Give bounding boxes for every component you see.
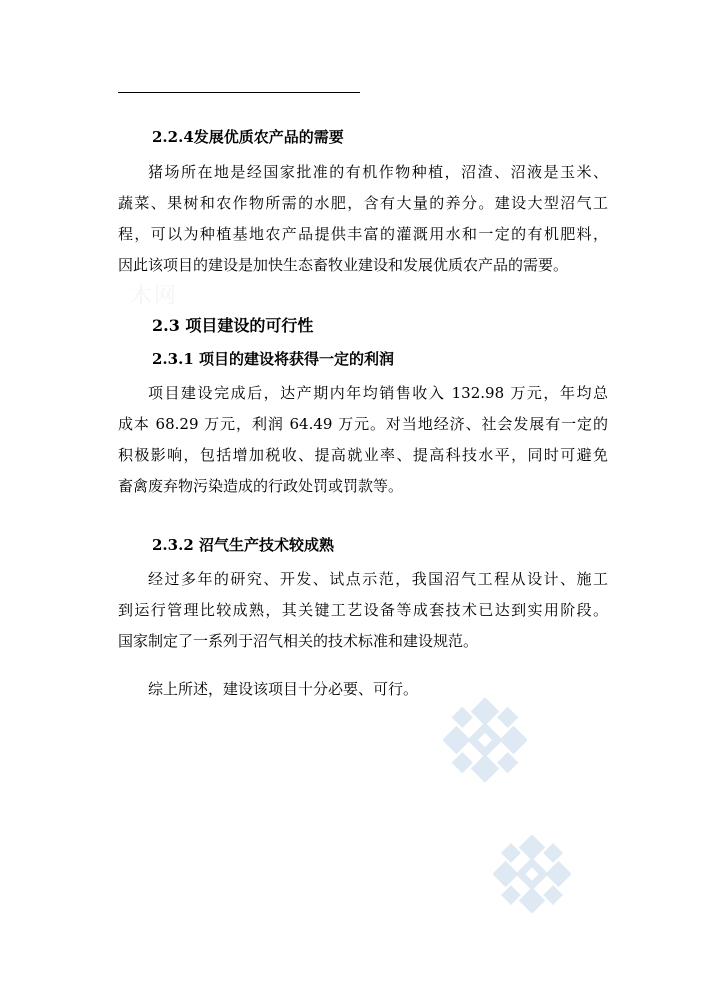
section-heading-2-3: 2.3 项目建设的可行性 xyxy=(152,316,314,335)
paragraph-line: 综上所述，建设该项目十分必要、可行。 xyxy=(148,680,419,698)
paragraph-line: 经过多年的研究、开发、试点示范，我国沼气工程从设计、施工 xyxy=(148,570,608,588)
paragraph-2-3-1 xyxy=(118,378,608,502)
watermark-text: 木网 xyxy=(130,284,179,309)
paragraph-line: 到运行管理比较成熟，其关键工艺设备等成套技术已达到实用阶段。 xyxy=(118,601,608,619)
paragraph-line: 因此该项目的建设是加快生态畜牧业建设和发展优质农产品的需要。 xyxy=(118,256,569,274)
snowflake-watermark-icon xyxy=(443,698,527,782)
paragraph-2-2-4 xyxy=(118,157,608,281)
paragraph-2-3-2 xyxy=(118,564,608,657)
paragraph-line: 项目建设完成后，达产期内年均销售收入 132.98 万元，年均总 xyxy=(148,384,608,402)
paragraph-line: 畜禽废弃物污染造成的行政处罚或罚款等。 xyxy=(118,477,404,495)
paragraph-line: 程，可以为种植基地农产品提供丰富的灌溉用水和一定的有机肥料， xyxy=(118,225,608,243)
snowflake-watermark-icon xyxy=(493,835,571,913)
section-heading-2-3-2: 2.3.2 沼气生产技术较成熟 xyxy=(152,536,334,554)
paragraph-line: 成本 68.29 万元，利润 64.49 万元。对当地经济、社会发展有一定的 xyxy=(118,415,608,433)
paragraph-line: 积极影响，包括增加税收、提高就业率、提高科技水平，同时可避免 xyxy=(118,446,608,464)
paragraph-conclusion xyxy=(118,674,608,705)
paragraph-line: 蔬菜、果树和农作物所需的水肥，含有大量的养分。建设大型沼气工 xyxy=(118,194,608,212)
section-heading-2-3-1: 2.3.1 项目的建设将获得一定的利润 xyxy=(152,350,394,368)
section-heading-2-2-4: 2.2.4发展优质农产品的需要 xyxy=(152,128,344,146)
header-rule xyxy=(118,92,360,93)
paragraph-line: 猪场所在地是经国家批准的有机作物种植，沼渣、沼液是玉米、 xyxy=(148,163,608,181)
paragraph-line: 国家制定了一系列于沼气相关的技术标准和建设规范。 xyxy=(118,632,479,650)
